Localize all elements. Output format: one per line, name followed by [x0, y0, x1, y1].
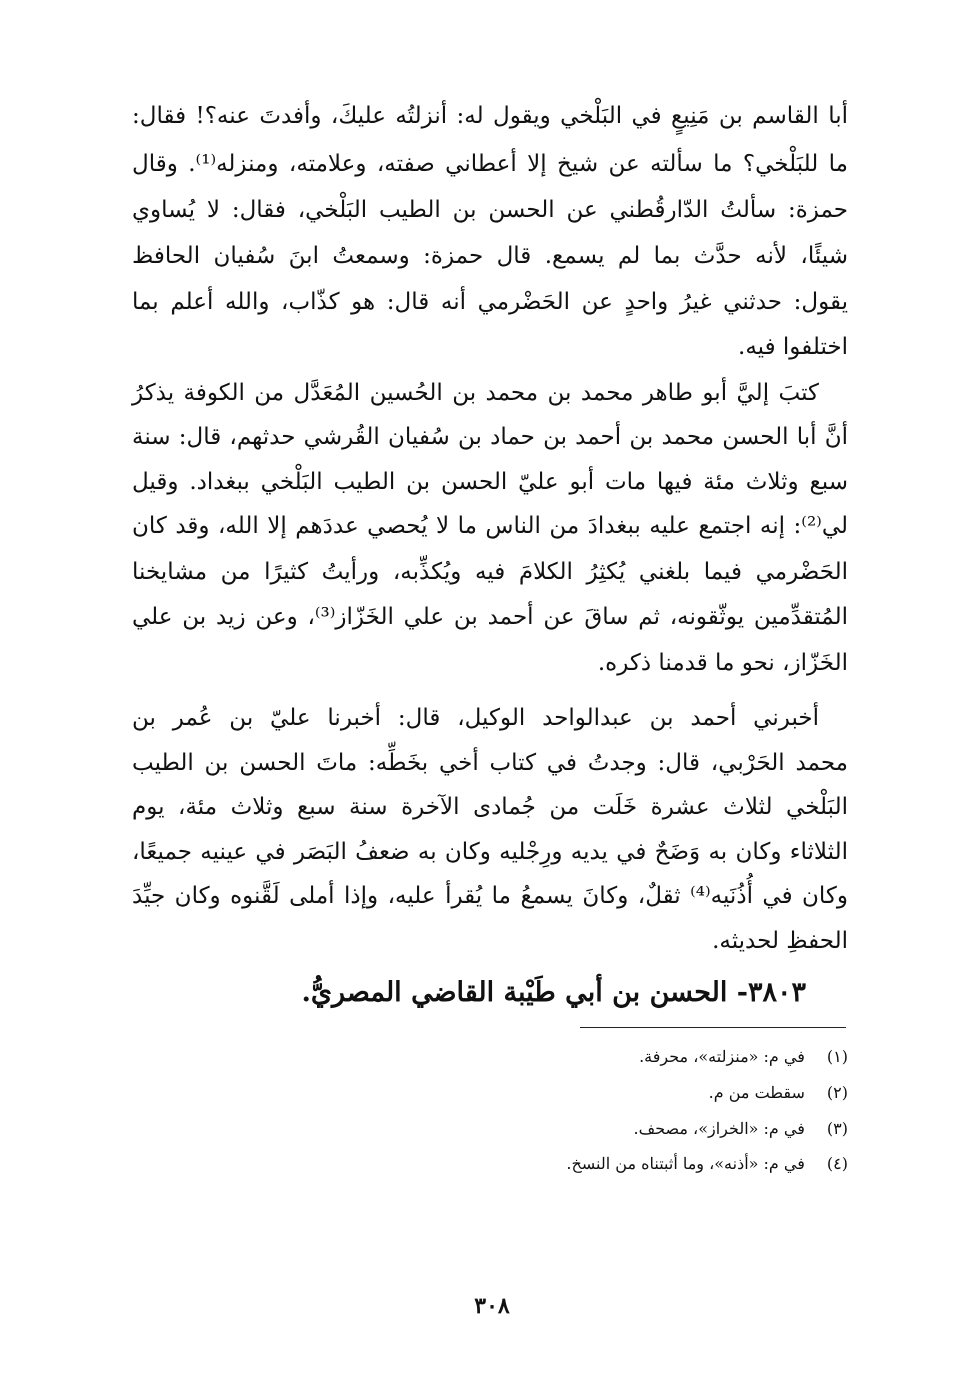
text-line: كتبَ إليَّ أبو طاهر محمد بن محمد بن الحُسين المُعَدَّل من الكوفة يذكرُ — [132, 380, 819, 406]
footnote-number: (٤) — [826, 1154, 848, 1173]
footnote — [634, 1117, 848, 1141]
footnote-text: في م: «أذنه»، وما أثبتناه من النسخ. — [566, 1154, 805, 1173]
text-line: سبع وثلاث مئة فيها مات أبو عليّ الحسن بن الطيب البَلْخي ببغداد. وقيل — [132, 469, 848, 495]
footnote-separator — [580, 1027, 846, 1028]
text-line: أنَّ أبا الحسن محمد بن أحمد بن حماد بن سُفيان القُرشي حدثهم، قال: سنة — [132, 424, 848, 450]
page-number: ٣٠٨ — [474, 1293, 510, 1319]
text-line: الحَضْرمي فيما بلغني يُكثِرُ الكلامَ فيه ويُكذِّبه، ورأيتُ كثيرًا من مشايخنا — [132, 559, 848, 585]
text-line: اختلفوا فيه. — [738, 334, 848, 360]
entry-heading: ٣٨٠٣- الحسن بن أبي طَيْبة القاضي المصريُّ. — [301, 977, 806, 1008]
text-line: شيئًا، لأنه حدَّث بما لم يسمع. قال حمزة: وسمعتُ ابنَ سُفيان الحافظ — [132, 243, 848, 269]
text-line: لي⁽²⁾: إنه اجتمع عليه ببغدادَ من الناس ما لا يُحصي عددَهم إلا الله، وقد كان — [132, 513, 848, 539]
text-line: الخَزّاز، نحو ما قدمنا ذكره. — [597, 650, 848, 676]
text-line: الثلاثاء وكان به وَضَحٌ في يديه ورِجْليه وكان به ضعفُ البَصَر في عينيه جميعًا، — [132, 839, 848, 865]
footnote — [709, 1081, 848, 1105]
footnote — [639, 1045, 848, 1069]
text-line: أبا القاسم بن مَنِيعٍ في البَلْخي ويقول له: أنزلتُه عليكَ، وأفدتَ عنه؟! فقال: — [132, 103, 848, 129]
footnote-number: (١) — [826, 1047, 848, 1066]
footnote — [566, 1152, 848, 1176]
footnote-number: (٢) — [826, 1083, 848, 1102]
footnote-number: (٣) — [826, 1119, 848, 1138]
footnote-text: في م: «الخراز»، مصحف. — [633, 1119, 805, 1138]
text-line: يقول: حدثني غيرُ واحدٍ عن الحَضْرمي أنه قال: هو كذّاب، والله أعلم بما — [132, 289, 848, 315]
text-line: ما للبَلْخي؟ ما سألته عن شيخ إلا أعطاني صفته، وعلامته، ومنزله⁽¹⁾. وقال — [132, 151, 849, 177]
footnote-text: في م: «منزلته»، محرفة. — [639, 1047, 805, 1066]
text-line: حمزة: سألتُ الدّارقُطني عن الحسن بن الطيب البَلْخي، فقال: لا يُساوي — [132, 197, 848, 223]
text-line: محمد الحَرْبي، قال: وجدتُ في كتاب أخي بخَطِّه: ماتَ الحسن بن الطيب — [132, 750, 848, 776]
footnote-text: سقطت من م. — [708, 1083, 805, 1102]
text-line: الحفظِ لحديثه. — [712, 928, 848, 954]
text-line: المُتقدِّمين يوثّقونه، ثم ساقَ عن أحمد بن علي الخَزّاز⁽³⁾، وعن زيد بن علي — [132, 604, 849, 630]
text-line: أخبرني أحمد بن عبدالواحد الوكيل، قال: أخبرنا عليّ بن عُمر بن — [132, 705, 819, 731]
text-line: وكان في أُذُنَيه⁽⁴⁾ ثقلٌ، وكانَ يسمعُ ما يُقرأ عليه، وإذا أملى لَقَّنوه وكان جيِّدَ — [132, 883, 848, 909]
text-line: البَلْخي لثلاث عشرة خَلَت من جُمادى الآخرة سنة سبع وثلاث مئة، يوم — [132, 794, 848, 820]
